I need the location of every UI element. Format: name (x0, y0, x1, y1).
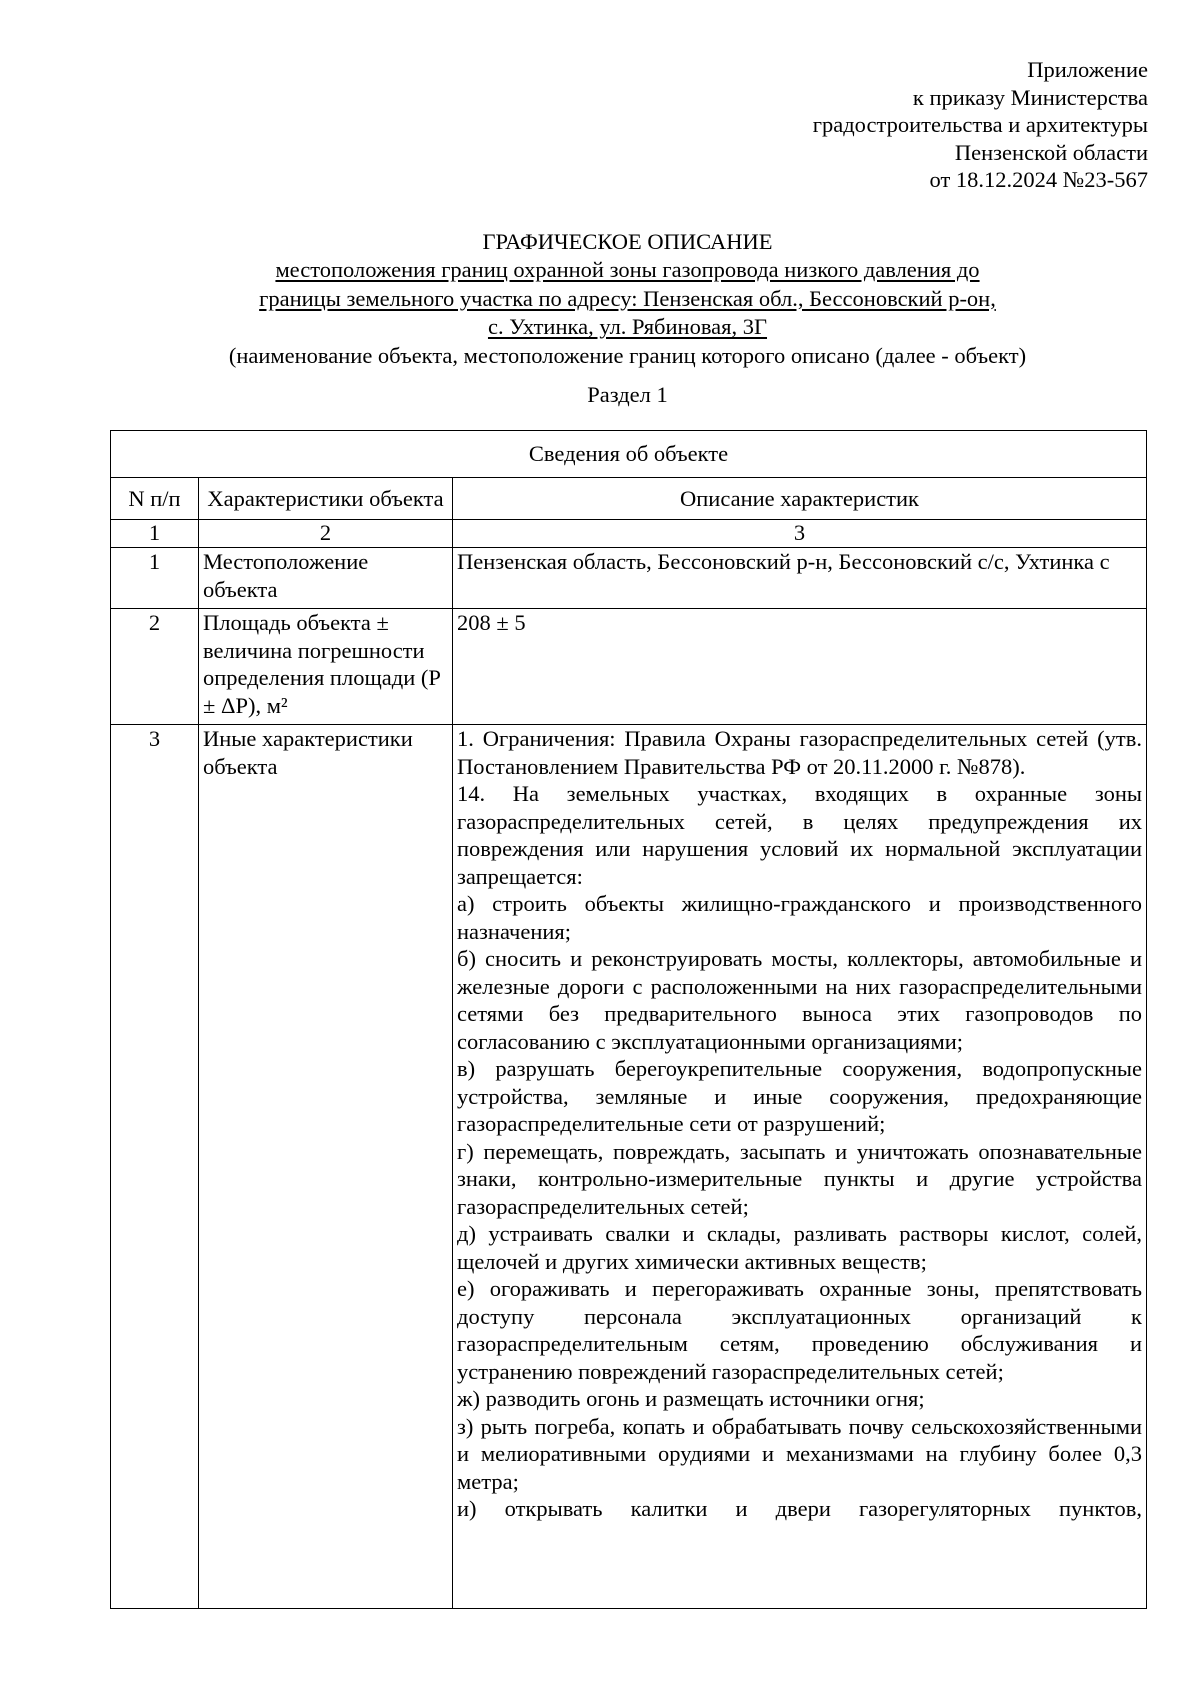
table-header-row (111, 478, 1147, 520)
column-number: 1 (111, 520, 199, 548)
description-paragraph: 14. На земельных участках, входящих в охранные зоны газораспределительных сетей, в целях предупреждения их повреждения или нарушения условий их нормальной эксплуатации запрещается: (457, 781, 1142, 889)
description-paragraph: б) сносить и реконструировать мосты, коллекторы, автомобильные и железные дороги с расположенными на них газораспределительными сетями без предварительного выноса этих газопроводов по согласованию с эксплуатационными организациями; (457, 946, 1142, 1054)
table-caption: Сведения об объекте (111, 431, 1147, 478)
header-cell-description: Описание характеристик (453, 478, 1147, 520)
row-description (453, 725, 1147, 1609)
title-block (110, 228, 1145, 409)
description-paragraph: е) огораживать и перегораживать охранные зоны, препятствовать доступу персонала эксплуатационных организаций к газораспределительным сетям, проведению обслуживания и устранению повреждений газораспределительных сетей; (457, 1276, 1142, 1384)
row-number: 1 (111, 548, 199, 609)
appendix-line: градостроительства и архитектуры (812, 112, 1148, 137)
description-paragraph: д) устраивать свалки и склады, разливать растворы кислот, солей, щелочей и других химически активных веществ; (457, 1221, 1142, 1274)
appendix-block (813, 56, 1148, 194)
object-name-line: с. Ухтинка, ул. Рябиновая, 3Г (487, 314, 768, 339)
section-heading: Раздел 1 (587, 382, 668, 407)
row-characteristic: Иные характеристики объекта (199, 725, 453, 1609)
appendix-date-number: от 18.12.2024 №23-567 (929, 167, 1148, 192)
description-paragraph: в) разрушать берегоукрепительные сооружения, водопропускные устройства, земляные и иные сооружения, предохраняющие газораспределительные сети от разрушений; (457, 1056, 1142, 1136)
object-name-line: местоположения границ охранной зоны газопровода низкого давления до (275, 257, 980, 282)
column-number: 2 (199, 520, 453, 548)
row-description (453, 548, 1147, 609)
appendix-line: к приказу Министерства (912, 84, 1148, 110)
column-number: 3 (453, 520, 1147, 548)
table-row (111, 609, 1147, 725)
object-info-table (110, 430, 1147, 1609)
appendix-line: Пензенской области (954, 139, 1148, 165)
row-number: 2 (111, 609, 199, 725)
table-row (111, 725, 1147, 1609)
row-description (453, 609, 1147, 725)
object-name-line: границы земельного участка по адресу: Пензенская обл., Бессоновский р-он, (259, 285, 996, 311)
description-paragraph: г) перемещать, повреждать, засыпать и уничтожать опознавательные знаки, контрольно-измерительные пункты и другие устройства газораспределительных сетей; (457, 1138, 1142, 1219)
appendix-line: Приложение (1027, 57, 1148, 82)
row-number: 3 (111, 725, 199, 1609)
table-row (111, 548, 1147, 609)
description-paragraph: и) открывать калитки и двери газорегуляторных пунктов, (457, 1496, 1142, 1521)
header-cell-characteristic: Характеристики объекта (199, 478, 453, 520)
table-caption-row (111, 431, 1147, 478)
document-title: ГРАФИЧЕСКОЕ ОПИСАНИЕ (482, 229, 773, 254)
row-characteristic: Площадь объекта ± величина погрешности определения площади (P ± ΔP), м² (199, 609, 453, 725)
description-paragraph: ж) разводить огонь и размещать источники огня; (457, 1386, 925, 1411)
row-characteristic: Местоположение объекта (199, 548, 453, 609)
column-numbers-row (111, 520, 1147, 548)
description-paragraph: Пензенская область, Бессоновский р-н, Бессоновский с/с, Ухтинка с (457, 549, 1110, 574)
description-paragraph: 208 ± 5 (457, 610, 526, 635)
description-paragraph: а) строить объекты жилищно-гражданского и производственного назначения; (457, 891, 1142, 944)
header-cell-number: N п/п (111, 478, 199, 520)
description-paragraph: 1. Ограничения: Правила Охраны газораспределительных сетей (утв. Постановлением Правительства РФ от 20.11.2000 г. №878). (457, 726, 1142, 779)
object-name-caption: (наименование объекта, местоположение границ которого описано (далее - объект) (228, 342, 1027, 368)
description-paragraph: з) рыть погреба, копать и обрабатывать почву сельскохозяйственными и мелиоративными орудиями и механизмами на глубину более 0,3 метра; (457, 1413, 1142, 1494)
